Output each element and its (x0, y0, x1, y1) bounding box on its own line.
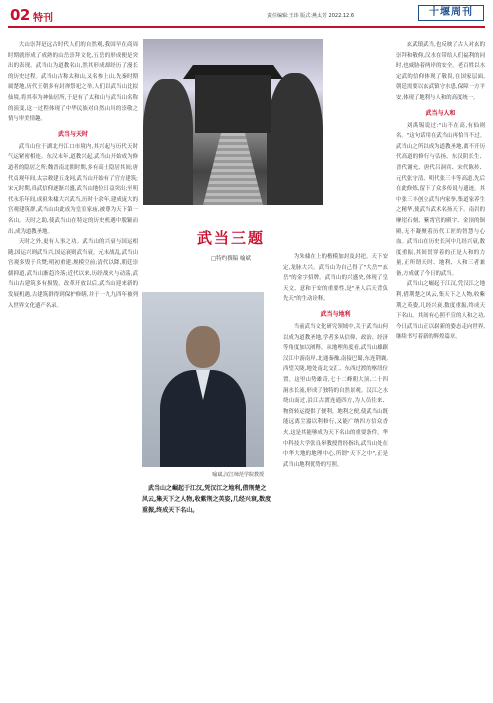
paragraph: 为朱棣在上的楷模加封及封祀。天下安定,龙脉大兴。武当山为自己得了"大岳""玄岳"的金字招牌。武当山的兴盛史,体现了皇天文、意和于安的重要性,是"圣人后天背负先天"的生动诠释。 (283, 254, 388, 303)
pull-quote (142, 483, 272, 516)
header-rule (8, 26, 485, 28)
portrait-caption: 喻斌,汉江师范学院教授 (212, 472, 264, 478)
article-byline: □特约撰稿 喻斌 (211, 256, 251, 262)
paragraph: 玄武镇武当,也反映了古人对玄的崇拜和敬仰,汉水在带给人们福利的同时,也威胁着两岸的安全。老百姓以水定武的信仰体现了敬畏,在国家层面,朝廷需要以玄武镇守水患,保障一方平安,体现了地利与人和的高度统一。 (396, 42, 485, 101)
paragraph: 武当山之崛起于江汉,凭汉江之地利,借荆楚之风云,集天下之人物,收紫荆之英姿,几经兴衰,数度重振,终成天下名山。其间有心照不宣的人和之功,今日武当山正以崭新的姿态走向世界,继续书写着新的辉煌篇章。 (396, 281, 485, 341)
article-title: 武当三题 (196, 229, 265, 247)
temple-photo (143, 39, 323, 205)
article-column-1 (8, 40, 138, 695)
editor-credits: 责任编辑:王玮 版式:燕太芳 2022.12.6 (267, 13, 354, 19)
paragraph: 武当山位于湖北丹江口市境内,其兴起与历代天时气运紧密相连。东汉末年,道教兴起,武当山开始成为修道者的隐居之所;魏晋南北朝时期,多有高士隐居其间;唐代贞观年间,太宗敕建五龙祠,武当山开始有了官方建筑;宋元时期,真武信仰逐渐兴盛,武当山地位日益突出;至明代永乐年间,成祖朱棣大兴武当,历时十余年,建成庞大的宫观建筑群,武当山由此成为皇室家庙,被尊为天下第一名山。天时之助,使武当山在特定的历史机遇中脱颖而出,成为道教圣地。 (8, 143, 138, 235)
paragraph: 天时之外,更有人事之功。武当山的兴衰与国运相随,国运兴则武当兴,国运衰则武当衰。元末战乱,武当山宫观多毁于兵燹;明初重建,规模空前;清代以降,朝廷崇儒抑道,武当山渐趋冷落;近代以来,历经战火与动荡,武当山古建筑多有损毁。改革开放以后,武当山迎来新的发展机遇,古建筑群得到保护修缮,并于一九九四年被列入世界文化遗产名录。 (8, 239, 138, 309)
paragraph: 刘禹锡说过:"山不在高,有仙则名。"这句话用在武当山再恰当不过。武当山之所以成为道教圣地,离不开历代高道的修行与弘扬。东汉阴长生、晋代谢允、唐代吕洞宾、宋代陈抟、元代张守清、明代张三丰等高道,先后在此修炼,留下了众多传说与遗迹。其中张三丰创立武当内家拳,集道家养生之精华,使武当武术名扬天下。南岩的摩崖石刻、紫霄宫的殿宇、金顶的铜殿,无不凝聚着历代工匠的智慧与心血。武当山在历史长河中几经兴衰,数度重振,其间贯穿着的正是人和的力量,正所谓天时、地利、人和三者兼备,方成就了今日的武当。 (396, 122, 485, 277)
author-portrait (142, 292, 264, 467)
subheading-dili: 武当与地利 (320, 310, 351, 318)
paragraph: 当前武当文化研究领域中,关于武当山何以成为道教圣地,学者多从信仰、政治、经济等角度加以阐释。从地理角度看,武当山雄踞汉江中游南岸,北通秦豫,南接巴蜀,东连荆襄,西望关陇,地处南北交汇、东西过渡的枢纽位置。这里山势雄奇,七十二峰朝大顶,二十四涧水长流,形成了独特的自然景观。汉江之水绕山而过,沿江古渡连通四方,为人员往来、物资转运提供了便利。地利之便,使武当山既能远离尘嚣以利修行,又能广纳四方信众香火,这是其能够成为天下名山的重要条件。华中科技大学张良皋教授曾经指出,武当山处在中华大地的地理中心,所谓"天下之中",正是武当山地利优势的写照。 (283, 323, 388, 468)
newspaper-logo: 十堰周刊 (418, 5, 484, 21)
section-title: 特刊 (33, 13, 53, 24)
page-header (0, 0, 493, 26)
article-title-block (191, 227, 271, 262)
article-column-2 (283, 252, 388, 695)
subheading-renhe: 武当与人和 (425, 109, 456, 117)
pull-quote-text: 武当山之崛起于江汉,凭汉江之地利,借荆楚之风云,集天下之人物,收紫荆之英姿,几经兴衰,数度重振,终成天下名山。 (142, 485, 272, 514)
intro-paragraph: 大山崇拜是远古时代人们的自然观,我国早在商周时期就形成了成熟的山岳崇拜文化,五岳的形成便是突出的表现。武当山为道教名山,然其形成却经历了漫长的历史过程。武当山古称太和山,又名参上山,先秦时期属楚地,历代王朝多有封禅祭祀之举,人们以武当山比拟仙境,将其奉为神仙居所,于是有了太和山与武当山名称的演变,这一过程体现了中华民族对自然山川的崇敬之情与审美情趣。 (8, 42, 138, 123)
article-column-3 (396, 40, 485, 695)
page-number: 02 (10, 6, 30, 24)
subheading-tianshi: 武当与天时 (57, 130, 88, 138)
